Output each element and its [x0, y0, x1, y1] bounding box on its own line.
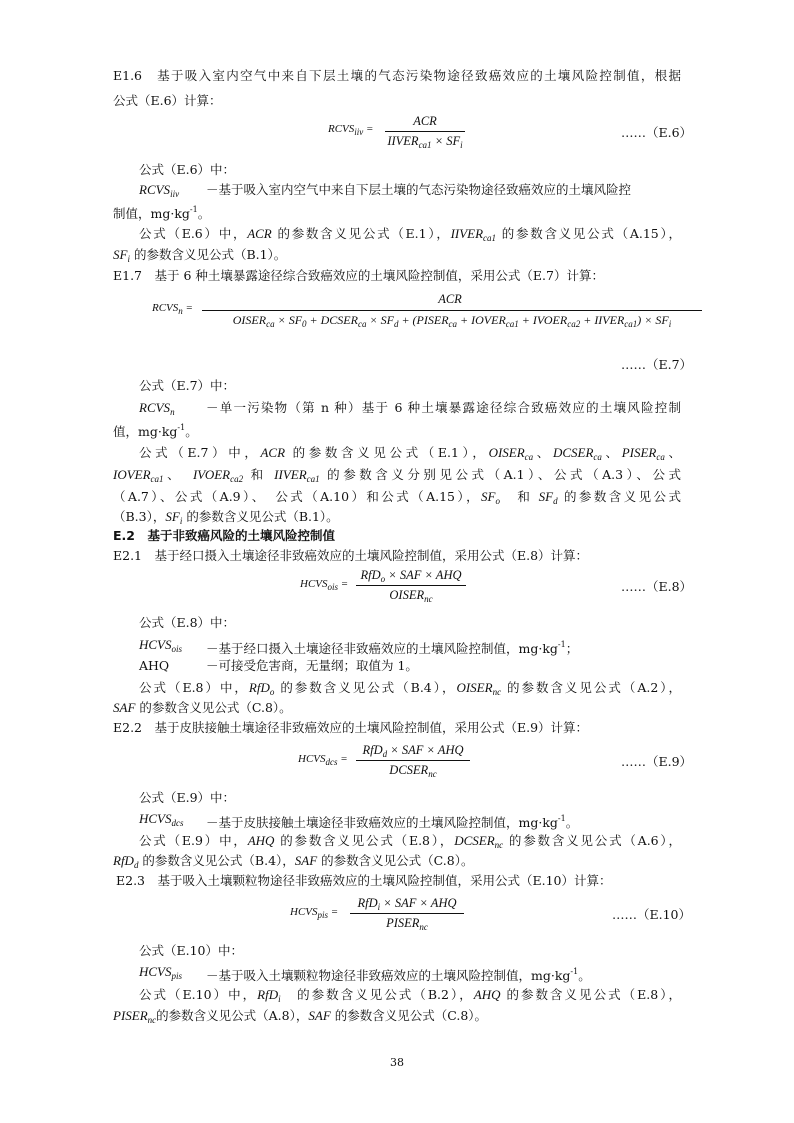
formula-e6-numerator: ACR — [413, 114, 437, 128]
formula-e9-bar — [356, 760, 470, 761]
e2-3-line: E2.3 基于吸入土壤颗粒物途径非致癌效应的土壤风险控制值，采用公式（E.10）计算： — [116, 873, 612, 888]
e1-7-def-text-2: 值，$mg\cdot kg^{-1}$。 — [113, 423, 198, 439]
e2-1-ref-1: 公式（E.8）中，RfD$_o$ 的参数含义见公式（B.4），$OISER_{nc}$ 的参数含义见公式（A.2）， — [139, 680, 681, 697]
formula-e6-lhs: $RCVS_{iiv}$ = — [328, 123, 374, 137]
formula-e9-denominator: $DCSER_{nc}$ — [389, 763, 437, 779]
formula-e6-bar — [385, 131, 465, 132]
formula-e10-denominator: $PISER_{nc}$ — [386, 916, 428, 932]
e2-1-def-symbol: $HCVS_{ois}$ — [139, 637, 183, 654]
formula-e7-numerator: ACR — [438, 292, 462, 306]
formula-e7-bar — [202, 310, 702, 311]
e2-2-def-text: －基于皮肤接触土壤途径非致癌效应的土壤风险控制值，$mg\cdot kg^{-1}$。 — [206, 814, 579, 830]
formula-e8-lhs: $HCVS_{ois}$ = — [300, 578, 349, 592]
formula-e7-lhs: $RCVS_n$ = — [152, 302, 193, 316]
e2-2-def-symbol: $HCVS_{dcs}$ — [139, 811, 184, 828]
e2-3-ref-2: $PISER_{nc}$的参数含义见公式（A.8），SAF 的参数含义见公式（C.8）。 — [113, 1008, 488, 1025]
formula-e6-denominator: $IIVER_{ca1} \times SF_i$ — [387, 134, 463, 150]
ahq-definition: －可接受危害商，无量纲；取值为 1。 — [206, 658, 418, 673]
e2-1-ref-2: SAF 的参数含义见公式（C.8）。 — [113, 700, 292, 715]
e2-1-where: 公式（E.8）中： — [139, 615, 236, 630]
e1-6-line-2: 公式（E.6）计算： — [113, 93, 222, 108]
e1-6-ref-2: $SF_i$ 的参数含义见公式（B.1）。 — [113, 247, 287, 264]
section-heading-e2: E.2 基于非致癌风险的土壤风险控制值 — [113, 528, 335, 543]
formula-e7-denominator: $OISER_{ca} \times SF_0$ + $DCSER_{ca} \times SF_d$ + ($PISER_{ca}$ + $IOVER_{ca1}$ + $IVOER_{ca2}$ + $IIVER_{ca1}) \times SF_i$ — [232, 313, 672, 329]
ahq-symbol: AHQ — [139, 658, 170, 673]
formula-e10-lhs: $HCVS_{pis}$ = — [290, 906, 339, 920]
e1-7-ref-1: 公式（E.7）中，ACR 的参数含义见公式（E.1），$OISER_{ca}$、$DCSER_{ca}$、$PISER_{ca}$、 — [139, 445, 681, 462]
e1-7-where: 公式（E.7）中： — [139, 378, 236, 393]
e1-7-ref-3: （A.7）、公式（A.9）、 公式（A.10）和公式（A.15），$SF_o$ 和 $SF_d$ 的参数含义见公式 — [113, 489, 681, 506]
formula-e6-label: ……（E.6） — [621, 125, 693, 140]
e2-3-where: 公式（E.10）中： — [139, 943, 244, 958]
e1-7-def-text: －单一污染物（第 n 种）基于 6 种土壤暴露途径综合致癌效应的土壤风险控制 — [206, 400, 681, 415]
e1-7-ref-4: （B.3），$SF_i$ 的参数含义见公式（B.1）。 — [113, 509, 339, 526]
e2-3-def-text: －基于吸入土壤颗粒物途径非致癌效应的土壤风险控制值，$mg\cdot kg^{-1}$。 — [206, 967, 591, 983]
e2-1-line: E2.1 基于经口摄入土壤途径非致癌效应的土壤风险控制值，采用公式（E.8）计算： — [113, 548, 589, 563]
formula-e9-label: ……（E.9） — [621, 754, 693, 769]
e2-2-line: E2.2 基于皮肤接触土壤途径非致癌效应的土壤风险控制值，采用公式（E.9）计算： — [113, 720, 589, 735]
formula-e10-label: ……（E.10） — [612, 907, 692, 922]
e1-6-where: 公式（E.6）中： — [139, 162, 236, 177]
formula-e8-denominator: $OISER_{nc}$ — [389, 588, 433, 604]
e1-7-line-1: E1.7 基于 6 种土壤暴露途径综合致癌效应的土壤风险控制值，采用公式（E.7）计算： — [113, 268, 604, 283]
e2-3-ref-1: 公式（E.10）中，RfD$_i$ 的参数含义见公式（B.2），AHQ 的参数含义见公式（E.8）， — [139, 987, 681, 1004]
e1-6-def-text-2: 制值，$mg\cdot kg^{-1}$。 — [113, 205, 211, 221]
e1-7-ref-2: $IOVER_{ca1}$、 $IVOER_{ca2}$ 和 $IIVER_{ca1}$ 的参数含义分别见公式（A.1）、公式（A.3）、公式 — [113, 467, 681, 484]
e2-3-def-symbol: $HCVS_{pis}$ — [139, 964, 183, 981]
formula-e9-lhs: $HCVS_{dcs}$ = — [298, 753, 348, 767]
e1-6-def-text: －基于吸入室内空气中来自下层土壤的气态污染物途径致癌效应的土壤风险控 — [206, 182, 632, 197]
formula-e7-label: ……（E.7） — [621, 357, 693, 372]
e1-7-def-symbol: $RCVS_n$ — [139, 400, 175, 417]
e2-2-ref-1: 公式（E.9）中，AHQ 的参数含义见公式（E.8），$DCSER_{nc}$ 的参数含义见公式（A.6）， — [139, 833, 681, 850]
e2-2-where: 公式（E.9）中： — [139, 790, 236, 805]
formula-e8-numerator: RfD$_o$ × SAF × AHQ — [360, 568, 462, 584]
formula-e10-numerator: RfD$_i$ × SAF × AHQ — [357, 896, 457, 912]
e1-6-line-1: E1.6 基于吸入室内空气中来自下层土壤的气态污染物途径致癌效应的土壤风险控制值，根据 — [113, 68, 681, 83]
formula-e8-bar — [356, 585, 466, 586]
formula-e8-label: ……（E.8） — [621, 579, 693, 594]
formula-e10-bar — [350, 913, 464, 914]
e1-6-ref-1: 公式（E.6）中，ACR 的参数含义见公式（E.1），$IIVER_{ca1}$ 的参数含义见公式（A.15）， — [139, 226, 681, 243]
e2-1-def-text: －基于经口摄入土壤途径非致癌效应的土壤风险控制值，$mg\cdot kg^{-1}$； — [206, 640, 579, 656]
e2-2-ref-2: RfD$_d$ 的参数含义见公式（B.4），SAF 的参数含义见公式（C.8）。 — [113, 853, 474, 870]
formula-e9-numerator: RfD$_d$ × SAF × AHQ — [362, 743, 464, 759]
e1-6-def-symbol: $RCVS_{iiv}$ — [139, 182, 180, 199]
page-number: 38 — [390, 1056, 404, 1069]
